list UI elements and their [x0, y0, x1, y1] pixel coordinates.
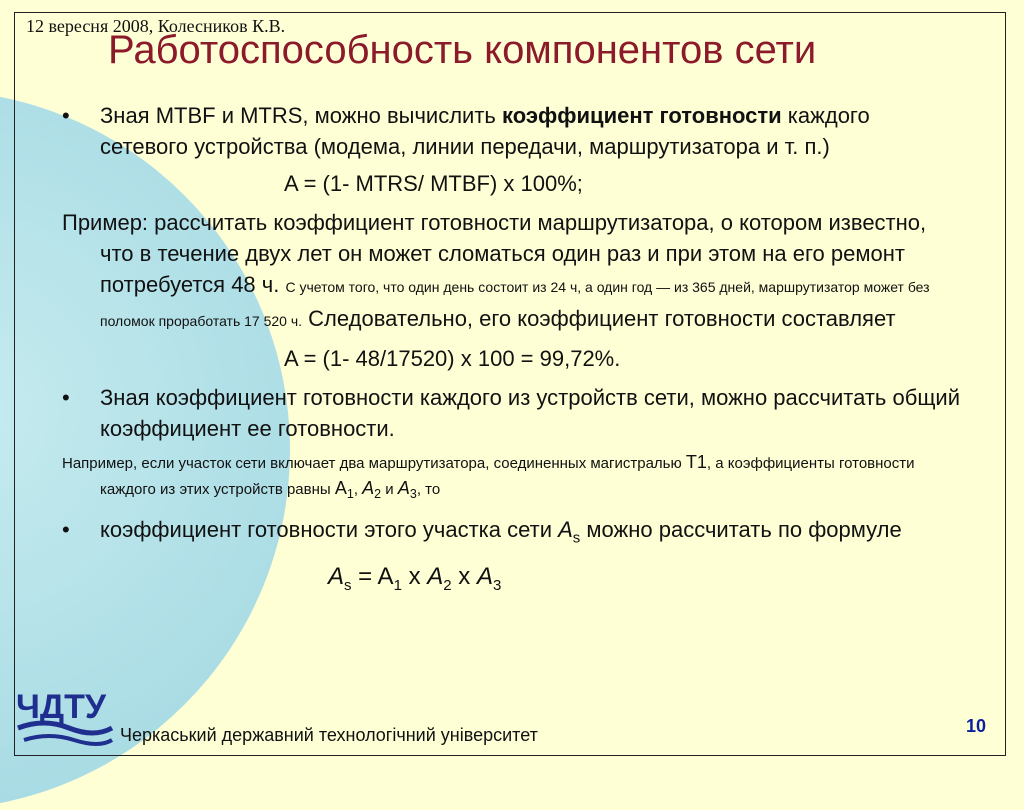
- page-number: 10: [966, 716, 987, 736]
- f3-a3: A: [476, 563, 493, 591]
- note-text: Например, если участок сети включает два маршрутизатора, соединенных магистралью: [62, 455, 686, 472]
- bullet-availability: [62, 100, 962, 162]
- footer-university: Черкаський державний технологічний університет: [120, 725, 538, 745]
- formula-section: [62, 561, 962, 601]
- f3-x2: x: [451, 563, 477, 591]
- note-end: , то: [416, 481, 441, 498]
- formula-availability: A = (1- MTRS/ MTBF) x 100%;: [284, 171, 583, 196]
- bullet-dot: •: [62, 385, 70, 410]
- f3-x1: x: [401, 563, 428, 591]
- f3-a2-sub: 2: [443, 577, 452, 595]
- slide-content: [62, 100, 962, 601]
- note-example: [62, 450, 962, 506]
- formula-example: A = (1- 48/17520) x 100 = 99,72%.: [284, 346, 621, 371]
- f3-a2: A: [427, 563, 444, 591]
- example-main: Пример: рассчитать коэффициент готовности маршрутизатора, о котором известно, что в течение двух лет он может сломаться один раз и при этом на его ремонт потребуется 48 ч.: [62, 210, 927, 297]
- note-t1: T1: [685, 452, 707, 472]
- slide-title: Работоспособность компонентов сети: [108, 28, 817, 72]
- bullet-section-formula: [62, 514, 962, 553]
- note-a3: A: [397, 478, 410, 498]
- f3-as-sub: s: [344, 577, 352, 595]
- note-a1-sub: 1: [346, 487, 354, 501]
- f3-as: A: [328, 563, 345, 591]
- note-a1: A: [334, 478, 347, 498]
- bullet-network-availability: [62, 382, 962, 444]
- note-a2: A: [362, 478, 375, 498]
- f3-a3-sub: 3: [492, 577, 502, 595]
- f3-eq: =: [351, 563, 378, 591]
- svg-text:ЧДТУ: ЧДТУ: [16, 688, 107, 726]
- example-tail: Следовательно, его коэффициент готовности составляет: [308, 306, 896, 331]
- example-small: С учетом того, что один день состоит из 24 ч, а один год — из 365 дней, маршрутизатор может без поломок проработать 17 520 ч.: [100, 279, 930, 329]
- note-a3-sub: 3: [409, 487, 417, 501]
- note-a2-sub: 2: [374, 487, 382, 501]
- university-logo-icon: [14, 678, 114, 748]
- date-author: 12 вересня 2008, Колесников К.В.: [26, 16, 286, 36]
- bullet3-as: A: [558, 517, 573, 542]
- bullet-dot: •: [62, 103, 70, 128]
- bullet1-text-after: каждого сетевого устройства (модема, линии передачи, маршрутизатора и т. п.): [100, 103, 870, 159]
- bullet3-text-before: коэффициент готовности этого участка сети: [100, 517, 559, 542]
- note-text: , а коэффициенты готовности каждого из этих устройств равны: [100, 455, 915, 498]
- bullet2-text: Зная коэффициент готовности каждого из устройств сети, можно рассчитать общий коэффициент ее готовности.: [100, 385, 961, 441]
- f3-a1: A: [377, 563, 394, 591]
- note-sep: ,: [353, 481, 363, 498]
- example-paragraph: [62, 207, 962, 337]
- bullet3-as-sub: s: [572, 529, 581, 547]
- bullet3-text-after: можно рассчитать по формуле: [580, 517, 902, 542]
- bullet-dot: •: [62, 517, 70, 542]
- f3-a1-sub: 1: [393, 577, 402, 595]
- bullet1-text-before: Зная MTBF и MTRS, можно вычислить: [100, 103, 502, 128]
- note-and: и: [381, 481, 398, 498]
- bullet1-bold: коэффициент готовности: [502, 103, 782, 128]
